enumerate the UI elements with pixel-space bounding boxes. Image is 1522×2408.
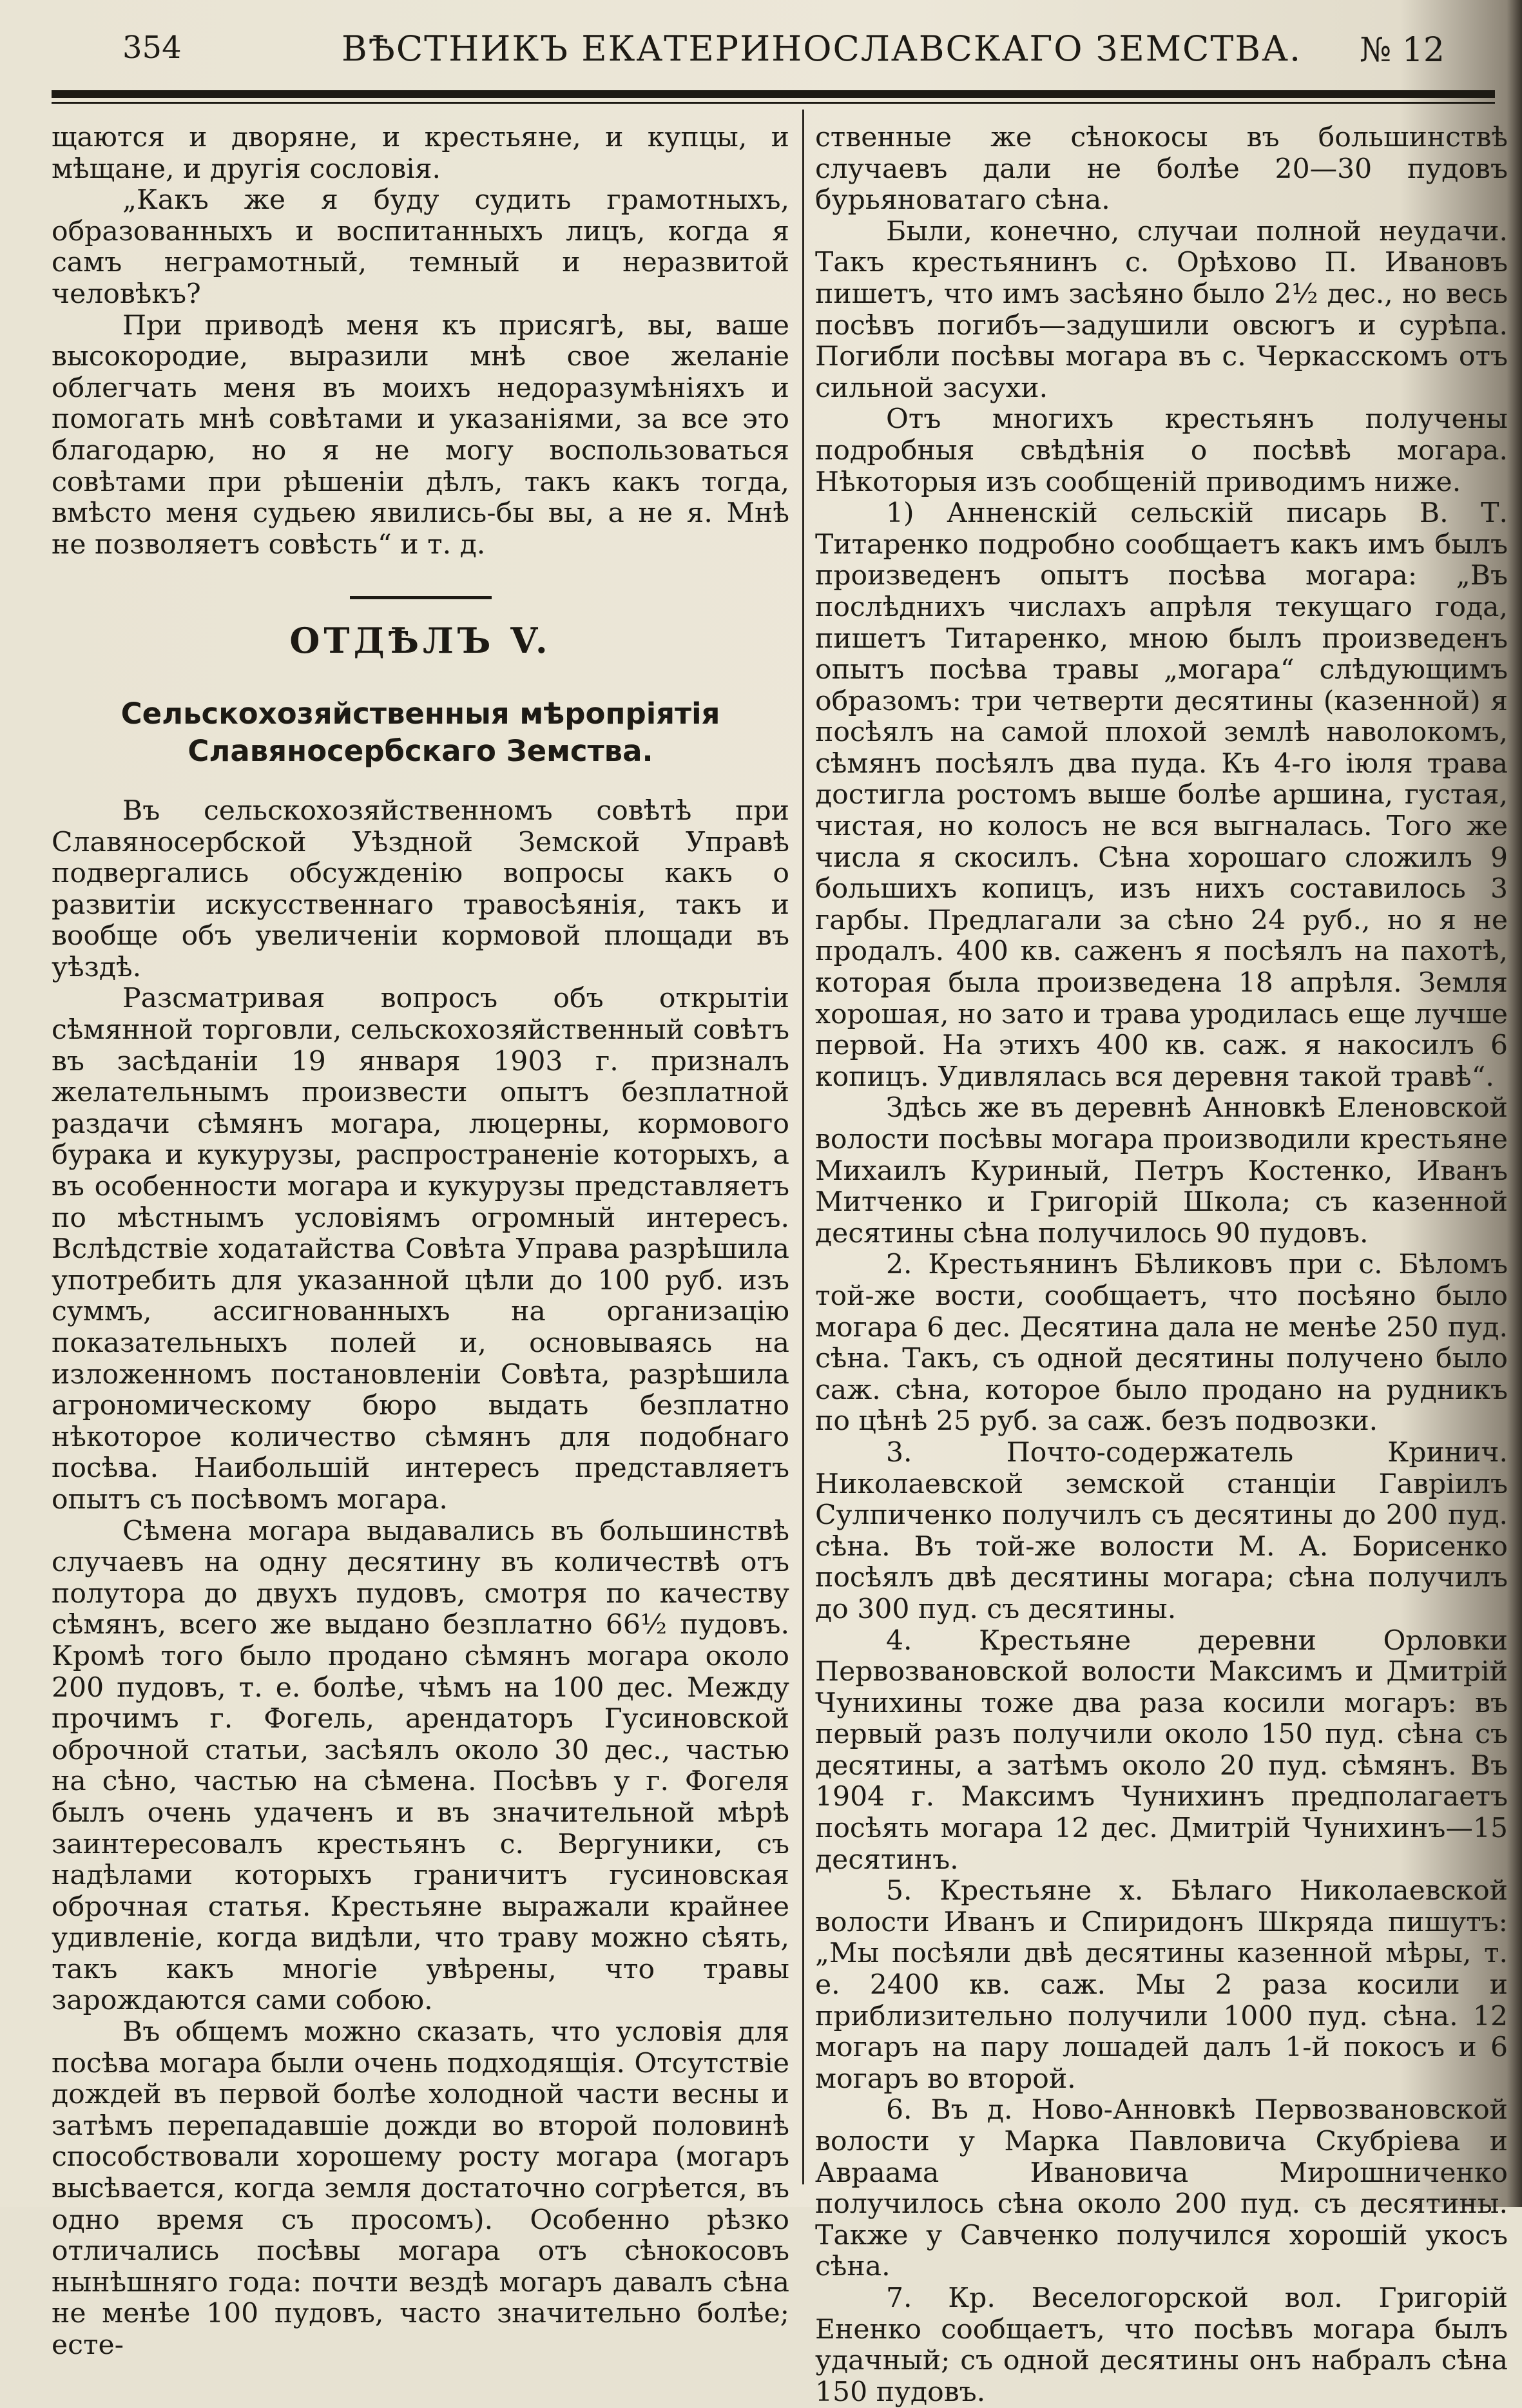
paragraph: 5. Крестьяне х. Бѣлаго Николаевской волости Иванъ и Спиридонъ Шкряда пишутъ: „Мы посѣяли двѣ десятины казенной мѣры, т. е. 2400 кв. саж. Мы 2 раза косили и приблизительно получили 1000 пуд. сѣна. 12 могаръ на пару лошадей далъ 1-й покосъ и 6 могаръ во второй. [815, 1875, 1508, 2095]
paragraph: 2. Крестьянинъ Бѣликовъ при с. Бѣломъ той-же вости, сообщаетъ, что посѣяно было могара 6 дес. Десятина дала не менѣе 250 пуд. сѣна. Такъ, съ одной десятины получено было саж. сѣна, которое было продано на рудникъ по цѣнѣ 25 руб. за саж. безъ подвозки. [815, 1249, 1508, 1438]
paragraph: щаются и дворяне, и крестьяне, и купцы, и мѣщане, и другія сословія. [52, 122, 789, 185]
paragraph: Здѣсь же въ деревнѣ Анновкѣ Еленовской волости посѣвы могара производили крестьяне Михаилъ Куриный, Петръ Костенко, Иванъ Митченко и Григорій Школа; съ казенной десятины сѣна получилось 90 пудовъ. [815, 1092, 1508, 1249]
right-column [815, 122, 1508, 2408]
page-number: 354 [122, 30, 182, 66]
header-rule-thick [52, 90, 1495, 98]
section-title: ОТДѢЛЪ V. [289, 620, 552, 662]
paragraph: Въ сельскохозяйственномъ совѣтѣ при Славяносербской Уѣздной Земской Управѣ подвергались обсужденію вопросы какъ о развитіи искусственнаго травосѣянія, такъ и вообще объ увеличеніи кормовой площади въ уѣздѣ. [52, 795, 789, 983]
issue-number: № 12 [1360, 31, 1445, 70]
paragraph: 3. Почто-содержатель Кринич. Николаевской земской станціи Гавріилъ Сулпиченко получилъ съ десятины до 200 пуд. сѣна. Въ той-же волости М. А. Борисенко посѣялъ двѣ десятины могара; сѣна получилъ до 300 пуд. съ десятины. [815, 1436, 1508, 1625]
paragraph: 4. Крестьяне деревни Орловки Первозвановской волости Максимъ и Дмитрій Чунихины тоже два раза косили могаръ: въ первый разъ получили около 150 пуд. сѣна съ десятины, а затѣмъ около 20 пуд. сѣмянъ. Въ 1904 г. Максимъ Чунихинъ предполагаетъ посѣять могара 12 дес. Дмитрій Чунихинъ—15 десятинъ. [815, 1624, 1508, 1876]
paragraph: 1) Анненскій сельскій писарь В. Т. Титаренко подробно сообщаетъ какъ имъ былъ произведенъ опытъ посѣва могара: „Въ послѣднихъ числахъ апрѣля текущаго года, пишетъ Титаренко, мною былъ произведенъ опытъ посѣва травы „могара“ слѣдующимъ образомъ: три четверти десятины (казенной) я посѣялъ на самой плохой землѣ наволокомъ, сѣмянъ посѣялъ два пуда. Къ 4-го іюля трава достигла ростомъ выше болѣе аршина, густая, чистая, но колосъ не вся выгналась. Того же числа я скосилъ. Сѣна хорошаго сложилъ 9 большихъ копицъ, изъ нихъ составилось 3 гарбы. Предлагали за сѣно 24 руб., но я не продалъ. 400 кв. саженъ я посѣялъ на пахотѣ, которая была произведена 18 апрѣля. Земля хорошая, но зато и трава уродилась еще лучше первой. На этихъ 400 кв. саж. я накосилъ 6 копицъ. Удивлялась вся деревня такой травѣ“. [815, 497, 1508, 1093]
page-header [116, 19, 1469, 77]
paragraph: 6. Въ д. Ново-Анновкѣ Первозвановской волости у Марка Павловича Скубріева и Авраама Ивановича Мирошниченко получилось сѣна около 200 пуд. съ десятины. Также у Савченко получился хорошій укосъ сѣна. [815, 2094, 1508, 2283]
header-rule-thin [52, 102, 1495, 104]
paragraph: Разсматривая вопросъ объ открытіи сѣмянной торговли, сельскохозяйственный совѣтъ въ засѣданіи 19 января 1903 г. призналъ желательнымъ произвести опытъ безплатной раздачи сѣмянъ могара, люцерны, кормового бурака и кукурузы, распространеніе которыхъ, а въ особенности могара и кукурузы представляетъ по мѣстнымъ условіямъ огромный интересъ. Вслѣдствіе ходатайства Совѣта Управа разрѣшила употребить для указанной цѣли до 100 руб. изъ суммъ, ассигнованныхъ на организацію показательныхъ полей и, основываясь на изложенномъ постановленіи Совѣта, разрѣшила агрономическому бюро выдать безплатно нѣкоторое количество сѣмянъ для подобнаго посѣва. Наибольшій интересъ представляетъ опытъ съ посѣвомъ могара. [52, 983, 789, 1516]
column-divider [802, 110, 804, 2184]
paragraph: Сѣмена могара выдавались въ большинствѣ случаевъ на одну десятину въ количествѣ отъ полутора до двухъ пудовъ, смотря по качеству сѣмянъ, всего же выдано безплатно 66½ пудовъ. Кромѣ того было продано сѣмянъ могара около 200 пудовъ, т. е. болѣе, чѣмъ на 100 дес. Между прочимъ г. Фогель, арендаторъ Гусиновской оброчной статьи, засѣялъ около 30 дес., частью на сѣно, частью на сѣмена. Посѣвъ у г. Фогеля былъ очень удаченъ и въ значительной мѣрѣ заинтересовалъ крестьянъ с. Вергуники, съ надѣлами которыхъ граничитъ гусиновская оброчная статья. Крестьяне выражали крайнее удивленіе, когда видѣли, что траву можно сѣять, такъ какъ многіе увѣрены, что травы зарождаются сами собою. [52, 1515, 789, 2017]
paragraph: Отъ многихъ крестьянъ получены подробныя свѣдѣнія о посѣвѣ могара. Нѣкоторыя изъ сообщеній приводимъ ниже. [815, 403, 1508, 498]
paragraph: При приводѣ меня къ присягѣ, вы, ваше высокородие, выразили мнѣ свое желаніе облегчать меня въ моихъ недоразумѣніяхъ и помогать мнѣ совѣтами и указаніями, за все это благодарю, но я не могу воспользоваться совѣтами при рѣшеніи дѣлъ, такъ какъ тогда, вмѣсто меня судьею явились-бы вы, а не я. Мнѣ не позволяетъ совѣсть“ и т. д. [52, 309, 789, 561]
paragraph: 7. Кр. Веселогорской вол. Григорій Ененко сообщаетъ, что посѣвъ могара былъ удачный; съ одной десятины онъ набралъ сѣна 150 пудовъ. [815, 2282, 1508, 2408]
paragraph: Въ общемъ можно сказать, что условія для посѣва могара были очень подходящія. Отсутствіе дождей въ первой болѣе холодной части весны и затѣмъ перепадавшіе дожди во второй половинѣ способствовали хорошему росту могара (могаръ высѣвается, когда земля достаточно согрѣется, въ одно время съ просомъ). Особенно рѣзко отличались посѣвы могара отъ сѣнокосовъ нынѣшняго года: почти вездѣ могаръ давалъ сѣна не менѣе 100 пудовъ, часто значительно болѣе; есте- [52, 2016, 789, 2361]
paragraph: ственные же сѣнокосы въ большинствѣ случаевъ дали не болѣе 20—30 пудовъ бурьяноватаго сѣна. [815, 122, 1508, 217]
article-title: Сельскохозяйственныя мѣропріятія Славяносербскаго Земства. [120, 696, 720, 768]
paragraph: „Какъ же я буду судить грамотныхъ, образованныхъ и воспитанныхъ лицъ, когда я самъ неграмотный, темный и неразвитой человѣкъ? [52, 184, 789, 310]
left-column [52, 122, 789, 2361]
section-separator [350, 596, 492, 599]
journal-title: ВѢСТНИКЪ ЕКАТЕРИНОСЛАВСКАГО ЗЕМСТВА. [342, 28, 1302, 69]
paragraph: Были, конечно, случаи полной неудачи. Такъ крестьянинъ с. Орѣхово П. Ивановъ пишетъ, что имъ засѣяно было 2½ дес., но весь посѣвъ погибъ—задушили овсюгъ и сурѣпа. Погибли посѣвы могара въ с. Черкасскомъ отъ сильной засухи. [815, 215, 1508, 404]
